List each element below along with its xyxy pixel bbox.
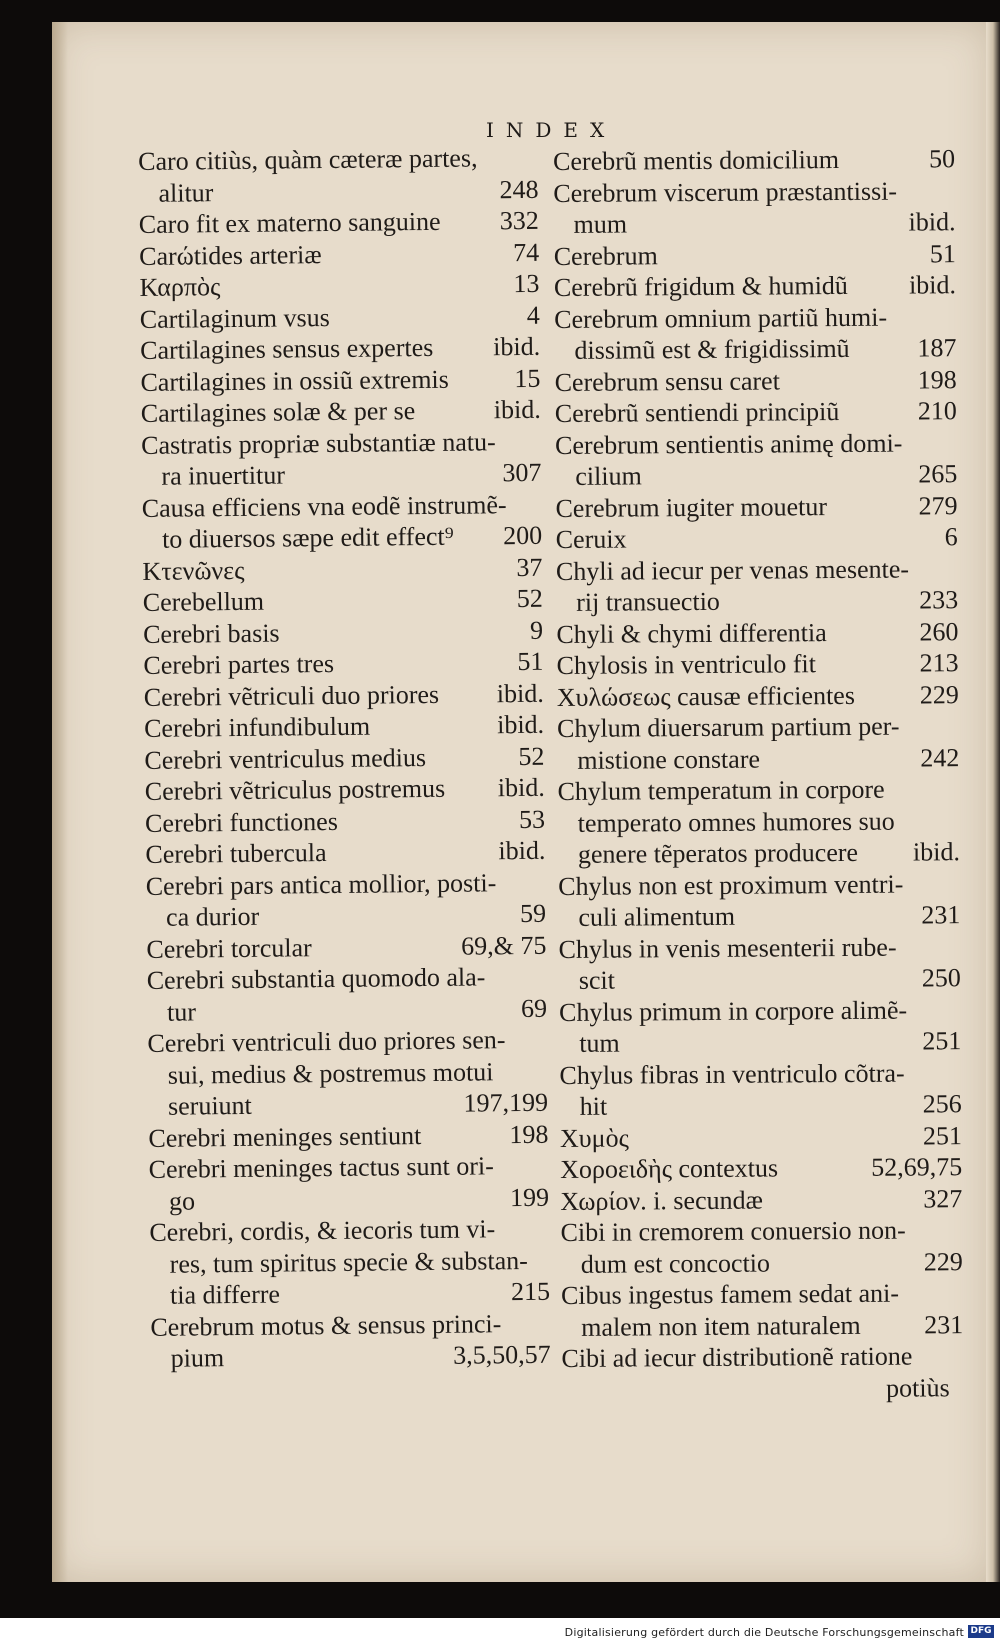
entry-page-ref <box>534 488 542 520</box>
entry-text: Cerebri basis <box>142 618 280 649</box>
entry-text: Chylum diuersarum partium per- <box>556 711 900 743</box>
entry-page-ref <box>951 773 959 805</box>
index-entry-line <box>556 553 958 587</box>
entry-text: Chylum temperatum in corpore <box>557 774 885 806</box>
entry-text: ra inuertitur <box>161 460 286 491</box>
index-entry-line <box>561 1277 963 1311</box>
entry-page-ref: 187 <box>917 333 957 363</box>
index-entry-line <box>147 992 547 1028</box>
entry-text: Cerebrum iugiter mouetur <box>555 491 828 523</box>
entry-text: malem non item naturalem <box>581 1310 861 1342</box>
index-entry-line <box>554 269 956 303</box>
index-entry <box>557 647 959 681</box>
index-entry-line <box>148 1118 548 1154</box>
index-entry-line <box>143 646 543 682</box>
index-entry-line <box>150 1307 550 1343</box>
index-entry <box>555 427 957 493</box>
entry-page-ref: 53 <box>518 804 546 834</box>
index-entry-line <box>557 773 959 807</box>
entry-text: Chyli & chymi differentia <box>556 617 827 649</box>
entry-text: Χυμὸς <box>559 1122 629 1153</box>
index-entry <box>149 1213 550 1312</box>
entry-page-ref <box>542 1244 550 1276</box>
entry-page-ref: 213 <box>919 648 959 678</box>
index-entry <box>554 238 956 272</box>
index-entry-line <box>149 1213 549 1249</box>
entry-page-ref: 242 <box>920 742 960 772</box>
index-entry-line <box>557 647 959 681</box>
index-entry-line <box>560 1214 962 1248</box>
index-entry-line <box>147 961 547 997</box>
entry-page-ref <box>955 1340 963 1372</box>
entry-text: Cerebrum motus & sensus princi- <box>150 1308 502 1342</box>
entry-page-ref: 256 <box>922 1089 962 1119</box>
index-entry-line <box>560 1183 962 1217</box>
entry-page-ref <box>541 1150 549 1182</box>
entry-page-ref: 231 <box>924 1309 964 1339</box>
entry-page-ref <box>539 1024 547 1056</box>
entry-page-ref: 9 <box>529 615 544 645</box>
entry-text: tur <box>166 996 197 1027</box>
entry-page-ref <box>954 1214 962 1246</box>
index-entry-line <box>139 236 539 272</box>
entry-page-ref: 51 <box>517 646 544 677</box>
entry-text: ca durior <box>165 901 260 932</box>
entry-page-ref: 4 <box>526 300 540 330</box>
index-entry-line <box>142 520 542 556</box>
index-entry <box>556 616 958 650</box>
entry-text: Cerebrũ mentis domicilium <box>553 145 840 176</box>
entry-page-ref <box>950 553 958 585</box>
index-entry-line <box>553 175 955 209</box>
index-entry <box>553 143 955 177</box>
entry-text: Cerebri infundibulum <box>143 711 371 743</box>
index-entry-line <box>555 458 957 492</box>
entry-text: Carώtides arteriæ <box>139 239 322 271</box>
entry-page-ref: 51 <box>929 238 956 268</box>
entry-page-ref: 251 <box>922 1120 963 1150</box>
entry-page-ref: 52,69,75 <box>871 1152 963 1182</box>
entry-page-ref: 3,5,50,57 <box>453 1339 551 1370</box>
entry-text: dissimũ est & frigidissimũ <box>574 333 850 365</box>
index-entry <box>141 394 541 430</box>
index-entry-line <box>139 205 539 241</box>
index-entry-line <box>138 173 538 209</box>
entry-page-ref: 69 <box>520 993 548 1023</box>
entry-text: Χυλώσεως causæ efficientes <box>556 680 856 712</box>
entry-page-ref <box>955 1277 963 1309</box>
entry-page-ref <box>952 805 960 837</box>
index-entry-line <box>143 614 543 650</box>
index-entry-line <box>146 898 546 934</box>
entry-page-ref: 307 <box>502 457 542 488</box>
index-entry-line <box>560 1120 962 1154</box>
index-entry-line <box>144 740 544 776</box>
index-entry <box>142 551 542 587</box>
entry-page-ref <box>947 175 955 207</box>
entry-text: Cerebellum <box>142 586 265 617</box>
index-entry-line <box>150 1244 550 1280</box>
entry-text: dum est concoctio <box>580 1248 771 1279</box>
entry-text: Cerebrum omnium partiũ humi- <box>554 302 888 334</box>
index-entry <box>145 803 545 839</box>
index-entry-line <box>561 1246 963 1280</box>
index-entry-line <box>554 238 956 272</box>
entry-text: Cerebrum <box>553 240 658 271</box>
index-entry <box>560 1120 962 1154</box>
entry-page-ref: 231 <box>921 900 961 930</box>
entry-text: Caro fit ex materno sanguine <box>138 206 441 239</box>
index-entry-line <box>558 836 960 870</box>
index-entry <box>139 205 539 241</box>
index-entry-line <box>558 931 960 965</box>
entry-text: Cartilagines sensus expertes <box>139 332 434 365</box>
entry-text: Cibi in cremorem conuersio non- <box>560 1215 906 1247</box>
entry-text: Cerebri ventriculi duo priores sen- <box>147 1025 506 1058</box>
index-entry-line <box>145 803 545 839</box>
index-entry <box>560 1214 962 1280</box>
entry-text: hit <box>579 1091 608 1121</box>
index-entry-line <box>554 301 956 335</box>
entry-page-ref <box>951 710 959 742</box>
entry-text: to diuersos sæpe edit effect⁹ <box>161 521 454 554</box>
index-entry-line <box>142 488 542 524</box>
index-entry-line <box>554 332 956 366</box>
index-entry-line <box>553 143 955 177</box>
entry-text: genere tẽperatos producere <box>577 837 859 869</box>
entry-text: Cerebri partes tres <box>143 648 335 680</box>
index-entry <box>143 583 543 619</box>
entry-text: Cartilagines in ossiũ extremis <box>140 364 449 397</box>
entry-page-ref: 248 <box>499 174 539 204</box>
index-entry <box>143 646 543 682</box>
entry-text: Castratis propriæ substantiæ natu- <box>140 426 496 460</box>
index-entry-line <box>556 616 958 650</box>
entry-page-ref: 327 <box>923 1183 963 1213</box>
index-entry-line <box>140 331 540 367</box>
entry-text: Cerebri, cordis, & iecoris tum vi- <box>149 1214 496 1247</box>
entry-text: Cerebrum sensu caret <box>554 365 780 397</box>
index-entry-line <box>560 1088 962 1122</box>
entry-page-ref <box>542 1307 550 1339</box>
entry-page-ref: 265 <box>918 459 958 489</box>
index-entry-line <box>556 584 958 618</box>
entry-text: Cartilagines solæ & per se <box>140 396 416 428</box>
entry-page-ref: 197,199 <box>463 1087 549 1118</box>
entry-text: Chylus fibras in ventriculo cõtra- <box>559 1058 905 1090</box>
entry-text: pium <box>170 1343 225 1373</box>
index-entry <box>556 521 958 555</box>
entry-text: mum <box>573 209 628 239</box>
index-entry-line <box>141 425 541 461</box>
index-entry <box>555 364 957 398</box>
entry-text: Cerebri torcular <box>146 932 312 964</box>
index-entry <box>557 710 959 776</box>
index-entry-line <box>148 1055 548 1091</box>
entry-text: Chylus in venis mesenterii rube- <box>558 932 897 964</box>
entry-text: Καρπὸς <box>139 272 221 302</box>
entry-text: seruiunt <box>167 1090 252 1121</box>
entry-text: Chyli ad iecur per venas mesente- <box>555 554 910 586</box>
index-entry <box>139 236 539 272</box>
entry-text: Cibus ingestus famem sedat ani- <box>560 1278 900 1310</box>
entry-text: Cerebri vẽtriculus postremus <box>144 773 446 806</box>
index-entry-line <box>145 772 545 808</box>
entry-text: Chylosis in ventriculo fit <box>556 649 816 680</box>
index-entry-line <box>144 709 544 745</box>
entry-text: Cerebri substantia quomodo ala- <box>146 962 486 995</box>
entry-page-ref: ibid. <box>912 837 961 867</box>
entry-page-ref: ibid. <box>493 331 541 362</box>
entry-text: temperato omnes humores suo <box>577 806 895 838</box>
index-entry <box>558 868 960 934</box>
index-entry <box>560 1151 962 1185</box>
index-entry-line <box>553 206 955 240</box>
entry-page-ref <box>530 142 538 174</box>
index-entry-line <box>561 1309 963 1343</box>
entry-text: Cerebri ventriculus medius <box>144 742 427 775</box>
entry-page-ref: ibid. <box>908 270 957 300</box>
index-entry-line <box>559 1057 961 1091</box>
index-entry-line <box>557 710 959 744</box>
entry-page-ref: 229 <box>919 679 959 709</box>
index-entry <box>144 740 544 776</box>
entry-page-ref: ibid. <box>908 207 956 237</box>
entry-page-ref: 74 <box>512 237 540 267</box>
entry-page-ref: 59 <box>519 898 547 929</box>
index-entry-line <box>144 677 544 713</box>
index-entry-line <box>150 1276 550 1312</box>
entry-page-ref <box>538 866 546 898</box>
entry-page-ref: 210 <box>917 396 957 426</box>
entry-page-ref <box>952 931 960 963</box>
entry-text: res, tum spiritus specie & substan- <box>169 1245 529 1279</box>
page-gutter <box>52 22 68 1582</box>
entry-text: tia differre <box>169 1279 281 1310</box>
index-entry-line <box>140 362 540 398</box>
entry-text: Caro citiùs, quàm cæteræ partes, <box>138 143 478 176</box>
index-entry <box>556 553 958 619</box>
index-entry-line <box>558 805 960 839</box>
digitization-credit: Digitalisierung gefördert durch die Deutsche Forschungsgemeinschaft <box>564 1626 964 1639</box>
entry-page-ref: 37 <box>516 552 543 582</box>
entry-text: Chylus primum in corpore alimẽ- <box>558 995 908 1027</box>
entry-page-ref <box>952 868 960 900</box>
index-entry-line <box>557 679 959 713</box>
entry-text: Cibi ad iecur distributionẽ ratione <box>561 1341 913 1373</box>
index-entry-line <box>559 994 961 1028</box>
index-entry-line <box>555 427 957 461</box>
entry-page-ref: ibid. <box>498 835 546 866</box>
index-entry-line <box>139 268 539 304</box>
entry-text: rij transuectio <box>576 586 720 617</box>
index-entry <box>140 362 540 398</box>
entry-page-ref <box>953 994 961 1026</box>
index-entry <box>145 772 545 808</box>
entry-text: mistione constare <box>577 744 761 775</box>
index-entry <box>141 425 542 492</box>
entry-page-ref: 52 <box>516 583 543 614</box>
index-entry <box>147 1024 548 1123</box>
entry-page-ref: 332 <box>499 205 539 236</box>
index-entry-line <box>149 1181 549 1217</box>
entry-page-ref <box>949 427 957 459</box>
entry-page-ref: ibid. <box>496 709 545 740</box>
entry-page-ref: 251 <box>922 1026 962 1056</box>
index-entry <box>559 1057 961 1123</box>
entry-text: Κτενῶνες <box>142 555 245 586</box>
entry-page-ref <box>539 961 547 993</box>
index-entry-line <box>143 583 543 619</box>
index-entry-line <box>559 1025 961 1059</box>
entry-page-ref <box>540 1055 548 1087</box>
dfg-logo: DFG <box>968 1625 994 1638</box>
index-entry <box>554 301 956 367</box>
entry-text: sui, medius & postremus motui <box>167 1056 494 1090</box>
entry-page-ref: 260 <box>919 616 959 646</box>
entry-text: Χοροειδὴς contextus <box>560 1153 779 1184</box>
index-entry-line <box>556 521 958 555</box>
index-entry <box>145 835 545 871</box>
running-head: INDEX <box>486 118 617 142</box>
entry-text: go <box>168 1185 196 1216</box>
index-entry <box>558 931 960 997</box>
index-entry-line <box>145 835 545 871</box>
index-entry <box>561 1340 963 1374</box>
index-entry-line <box>558 899 960 933</box>
index-entry <box>138 142 539 209</box>
entry-page-ref: 13 <box>513 268 540 299</box>
entry-page-ref: 50 <box>928 144 956 174</box>
index-entry-line <box>146 929 546 965</box>
entry-page-ref: 200 <box>502 520 543 551</box>
index-entry <box>559 994 961 1060</box>
index-entry <box>143 614 543 650</box>
index-entry <box>142 488 543 555</box>
entry-page-ref: 15 <box>514 363 541 393</box>
index-entry-line <box>148 1087 548 1123</box>
index-entry <box>144 709 544 745</box>
index-entry-line <box>141 457 541 493</box>
index-entry <box>561 1277 963 1343</box>
index-entry <box>553 175 955 241</box>
index-entry-line <box>146 866 546 902</box>
index-entry-line <box>555 490 957 524</box>
index-entry-line <box>141 394 541 430</box>
index-entry-line <box>149 1150 549 1186</box>
index-entry-line <box>142 551 542 587</box>
index-entry-line <box>138 142 538 178</box>
entry-text: Cerebrum sentientis animę domi- <box>554 428 903 460</box>
entry-page-ref: ibid. <box>493 394 541 425</box>
entry-page-ref <box>541 1213 549 1245</box>
index-entry <box>557 773 960 870</box>
catchword: potiùs <box>885 1372 950 1403</box>
entry-text: culi alimentum <box>578 901 736 932</box>
index-entry <box>149 1150 550 1217</box>
entry-text: Cerebri tubercula <box>145 838 327 869</box>
index-column-right <box>553 143 964 1406</box>
index-entry-line <box>555 395 957 429</box>
index-entry <box>144 677 544 713</box>
entry-text: Cerebri meninges sentiunt <box>148 1120 422 1153</box>
index-entry <box>557 679 959 713</box>
index-entry <box>140 299 540 335</box>
entry-text: Cerebrũ frigidum & humidũ <box>553 270 848 302</box>
index-entry-line <box>140 299 540 335</box>
entry-text: Causa efficiens vna eodẽ instrumẽ- <box>141 489 507 523</box>
index-entry-line <box>151 1339 551 1375</box>
index-entry <box>560 1183 962 1217</box>
index-entry-line <box>555 364 957 398</box>
page-edge <box>986 22 1000 1582</box>
index-entry <box>150 1307 551 1374</box>
entry-page-ref: 229 <box>923 1246 963 1276</box>
entry-text: Cerebrũ sentiendi principiũ <box>554 397 840 428</box>
entry-page-ref: 199 <box>509 1182 550 1212</box>
entry-text: tum <box>579 1028 620 1058</box>
entry-text: Ceruix <box>555 524 627 554</box>
index-entry-line <box>560 1151 962 1185</box>
entry-text: Cerebri meninges tactus sunt ori- <box>148 1151 494 1184</box>
entry-page-ref: 198 <box>917 364 957 394</box>
entry-text: Cerebri functiones <box>144 806 338 838</box>
index-entry <box>146 866 547 933</box>
index-entry <box>555 490 957 524</box>
index-entry <box>148 1118 548 1154</box>
entry-page-ref: 215 <box>510 1276 551 1307</box>
index-entry <box>147 961 548 1028</box>
entry-text: scit <box>578 965 616 995</box>
index-entry <box>146 929 546 965</box>
entry-text: cilium <box>575 461 642 491</box>
entry-page-ref: 52 <box>518 741 545 771</box>
entry-text: Cerebri pars antica mollior, posti- <box>145 867 497 901</box>
index-entry-line <box>147 1024 547 1060</box>
entry-page-ref: 198 <box>509 1119 549 1149</box>
entry-text: Chylus non est proximum ventri- <box>558 869 904 901</box>
index-column-left <box>138 142 551 1375</box>
index-entry <box>555 395 957 429</box>
entry-page-ref: 250 <box>921 963 961 993</box>
entry-text: Cartilaginum vsus <box>139 302 330 334</box>
entry-text: Cerebri vẽtriculi duo priores <box>143 679 440 712</box>
index-entry-line <box>559 962 961 996</box>
entry-page-ref <box>948 301 956 333</box>
entry-text: Χωρίον. i. secundæ <box>560 1185 764 1216</box>
entry-text: Cerebrum viscerum præstantissi- <box>553 176 898 208</box>
entry-page-ref <box>953 1057 961 1089</box>
entry-page-ref: 233 <box>919 585 959 615</box>
index-entry <box>139 268 539 304</box>
index-entry-line <box>557 742 959 776</box>
entry-text: alitur <box>158 177 214 208</box>
index-entry <box>554 269 956 303</box>
entry-page-ref: 69,& 75 <box>461 930 547 961</box>
entry-page-ref: 6 <box>944 522 958 552</box>
index-entry-line <box>561 1340 963 1374</box>
entry-page-ref: 279 <box>918 490 958 520</box>
entry-page-ref: ibid. <box>496 678 544 708</box>
entry-page-ref: ibid. <box>497 772 545 803</box>
entry-page-ref <box>533 425 541 457</box>
index-entry <box>140 331 540 367</box>
index-entry-line <box>558 868 960 902</box>
